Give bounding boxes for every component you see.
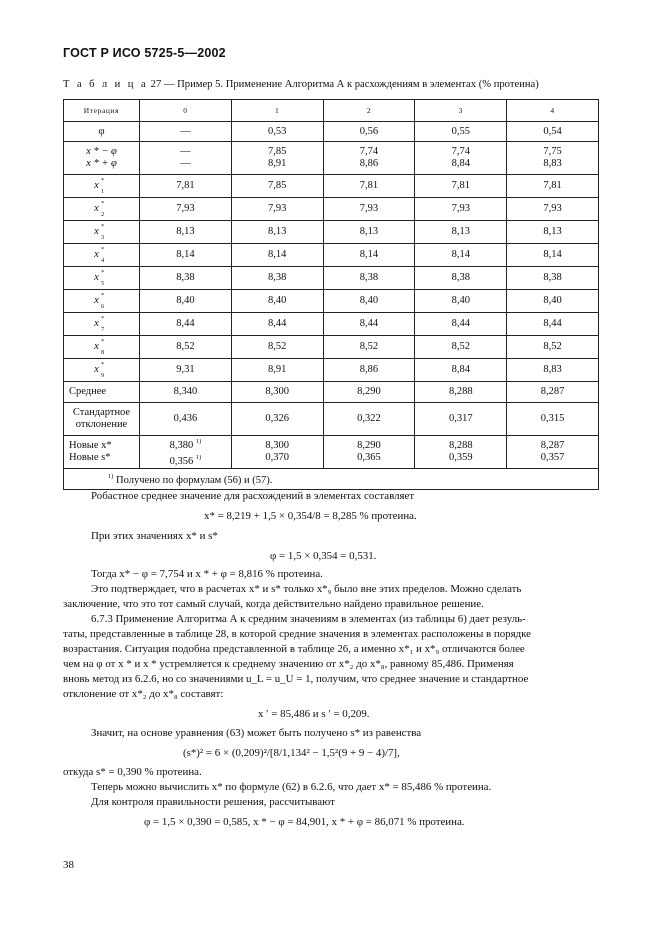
table-row-x-4: [64, 244, 599, 267]
column-header-iteration-1: 1: [231, 100, 323, 122]
table-cell: 0,53: [231, 122, 323, 142]
table-cell: 0,322: [323, 403, 415, 436]
column-header-iteration-4: 4: [507, 100, 599, 122]
formula-phi: φ = 1,5 × 0,354 = 0,531.: [270, 550, 377, 562]
row-label-new: [64, 436, 140, 469]
sd-label-line2: отклонение: [75, 419, 128, 430]
new-s-value: 0,356: [169, 456, 194, 467]
table-cell: 8,44: [231, 313, 323, 336]
table-cell: [231, 436, 323, 469]
row-label-x-1: [64, 175, 140, 198]
para-confirm: Это подтверждает, что в расчетах x* и s* только x*₉ было вне этих пределов. Можно сделать: [91, 583, 522, 595]
limit-lower-value: 7,74: [451, 146, 470, 157]
para-compute-x: Теперь можно вычислить x* по формуле (62) в 6.2.6, что дает x* = 85,486 % протеина.: [91, 781, 492, 793]
table-row-limits: [64, 142, 599, 175]
table-cell: 8,52: [507, 336, 599, 359]
column-header-iteration: Итерация: [64, 100, 140, 122]
new-x-value: 8,287: [540, 440, 565, 451]
caption-label: Т а б л и ц а: [63, 79, 148, 90]
table-cell: 8,13: [507, 221, 599, 244]
table-cell: 0,54: [507, 122, 599, 142]
table-cell: —: [140, 122, 232, 142]
table-cell: 8,52: [415, 336, 507, 359]
table-cell: 7,85: [231, 175, 323, 198]
para-values: При этих значениях x* и s*: [91, 530, 218, 542]
new-s-value: 0,370: [265, 452, 289, 463]
table-cell: 7,93: [507, 198, 599, 221]
table-cell: 8,38: [231, 267, 323, 290]
table-cell: 8,14: [140, 244, 232, 267]
table-cell: 7,81: [323, 175, 415, 198]
row-label-x-2: [64, 198, 140, 221]
table-cell: [415, 436, 507, 469]
table-cell: 8,40: [415, 290, 507, 313]
table-cell: 8,290: [323, 382, 415, 403]
x-symbol: x * 4: [94, 247, 105, 264]
row-label-x-7: [64, 313, 140, 336]
table-cell: 8,91: [231, 359, 323, 382]
table-cell: 8,44: [415, 313, 507, 336]
table-cell: 8,288: [415, 382, 507, 403]
table-cell: [140, 142, 232, 175]
new-x-label: Новые x*: [69, 440, 112, 451]
table-cell: 8,52: [231, 336, 323, 359]
row-label-limits: [64, 142, 140, 175]
para-robust-mean: Робастное среднее значение для расхождений в элементах составляет: [91, 490, 415, 502]
table-cell: 0,317: [415, 403, 507, 436]
x-symbol: x * 2: [94, 201, 105, 218]
table-row-x-3: [64, 221, 599, 244]
table-footnote-row: [64, 469, 599, 490]
para-equation-63: Значит, на основе уравнения (63) может быть получено s* из равенства: [91, 727, 422, 739]
row-label-lower: x * − φ: [86, 146, 117, 157]
formula-control: φ = 1,5 × 0,390 = 0,585, x * − φ = 84,901, x * + φ = 86,071 % протеина.: [144, 816, 465, 828]
x-symbol: x * 5: [94, 270, 105, 287]
table-cell: 8,13: [415, 221, 507, 244]
table-cell: 7,81: [140, 175, 232, 198]
table-cell: 8,38: [507, 267, 599, 290]
table-row-new: [64, 436, 599, 469]
sd-label-line1: Стандартное: [72, 407, 131, 418]
table-cell: 0,315: [507, 403, 599, 436]
results-table: [63, 99, 599, 490]
table-row-sd: [64, 403, 599, 436]
x-symbol: x * 9: [94, 362, 105, 379]
para-673-3: возрастания. Ситуация подобна представленной в таблице 26, а именно x*₁ и x*₉ отличаются более: [63, 643, 525, 655]
row-label-mean: Среднее: [64, 382, 140, 403]
x-symbol: x * 3: [94, 224, 105, 241]
table-cell: [323, 142, 415, 175]
x-symbol: x * 8: [94, 339, 105, 356]
table-cell: 0,326: [231, 403, 323, 436]
formula-x-star: x* = 8,219 + 1,5 × 0,354/8 = 8,285 % протеина.: [204, 510, 417, 522]
table-cell: 0,56: [323, 122, 415, 142]
para-control: Для контроля правильности решения, рассчитывают: [91, 796, 335, 808]
limit-lower-value: 7,75: [543, 146, 562, 157]
table-cell: 7,93: [415, 198, 507, 221]
x-symbol: x * 7: [94, 316, 105, 333]
row-label-upper: x * + φ: [86, 158, 117, 169]
formula-s-star: (s*)² = 6 × (0,209)²/[8/1,134² − 1,5²(9 + 9 − 4)/7],: [183, 747, 400, 759]
table-cell: [140, 436, 232, 469]
row-label-x-3: [64, 221, 140, 244]
table-cell: 8,14: [415, 244, 507, 267]
row-label-phi: φ: [64, 122, 140, 142]
limit-lower-value: —: [180, 146, 191, 157]
column-header-iteration-2: 2: [323, 100, 415, 122]
table-row-x-7: [64, 313, 599, 336]
footnote-marker: 1): [195, 454, 202, 461]
table-cell: 8,13: [231, 221, 323, 244]
para-673-4: чем на φ от x * и x * устремляется к среднему значению от x*₂ до x*₈, равному 85,486. Применяя: [63, 658, 514, 670]
table-cell: [323, 436, 415, 469]
row-label-x-4: [64, 244, 140, 267]
para-673-2: таты, представленные в таблице 28, в которой средние значения в элементах расположены в порядке: [63, 628, 532, 640]
page-number: 38: [63, 859, 74, 871]
table-cell: 0,436: [140, 403, 232, 436]
table-row-x-6: [64, 290, 599, 313]
row-label-sd: [64, 403, 140, 436]
table-cell: 8,44: [323, 313, 415, 336]
footnote-text: Получено по формулам (56) и (57).: [116, 475, 273, 486]
table-cell: 8,52: [140, 336, 232, 359]
new-s-value: 0,357: [540, 452, 565, 463]
table-cell: 8,38: [323, 267, 415, 290]
new-x-value: 8,380: [169, 440, 194, 451]
table-header-row: [64, 100, 599, 122]
limit-upper-value: —: [180, 158, 191, 169]
para-673-5: вновь метод из 6.2.6, но со значениями u_L = u_U = 1, получим, что среднее значение и стандартное: [63, 673, 529, 685]
caption-text: — Пример 5. Применение Алгоритма А к расхождениям в элементах (% протеина): [163, 79, 539, 90]
table-cell: 7,93: [323, 198, 415, 221]
x-symbol: x * 6: [94, 293, 105, 310]
table-cell: 8,52: [323, 336, 415, 359]
table-row-phi: [64, 122, 599, 142]
footnote-marker: 1): [108, 473, 114, 480]
table-cell: 7,93: [140, 198, 232, 221]
table-row-x-1: [64, 175, 599, 198]
table-cell: [507, 142, 599, 175]
table-cell: 8,38: [415, 267, 507, 290]
table-row-mean: [64, 382, 599, 403]
table-cell: 8,40: [140, 290, 232, 313]
para-673-1: 6.7.3 Применение Алгоритма А к средним значениям в элементах (из таблицы 6) дает резуль-: [91, 613, 526, 625]
table-cell: 7,81: [415, 175, 507, 198]
limit-lower-value: 7,85: [268, 146, 287, 157]
table-cell: 8,44: [507, 313, 599, 336]
para-673-6: отклонение от x*₂ до x*₈ составят:: [63, 688, 224, 700]
row-label-x-6: [64, 290, 140, 313]
table-cell: 9,31: [140, 359, 232, 382]
limit-upper-value: 8,91: [268, 158, 287, 169]
new-s-value: 0,365: [357, 452, 381, 463]
table-footnote: [64, 469, 599, 490]
table-caption: [63, 79, 539, 90]
row-label-x-9: [64, 359, 140, 382]
row-label-x-5: [64, 267, 140, 290]
table-cell: 8,44: [140, 313, 232, 336]
table-cell: 8,40: [231, 290, 323, 313]
table-cell: 8,340: [140, 382, 232, 403]
table-row-x-5: [64, 267, 599, 290]
table-cell: [415, 142, 507, 175]
table-cell: 8,38: [140, 267, 232, 290]
row-label-x-8: [64, 336, 140, 359]
new-x-value: 8,288: [448, 440, 473, 451]
table-cell: 8,86: [323, 359, 415, 382]
table-cell: 8,84: [415, 359, 507, 382]
table-row-x-9: [64, 359, 599, 382]
table-cell: 8,13: [323, 221, 415, 244]
new-s-value: 0,359: [448, 452, 473, 463]
table-cell: [231, 142, 323, 175]
table-cell: 8,14: [231, 244, 323, 267]
table-cell: 8,287: [507, 382, 599, 403]
table-cell: 8,83: [507, 359, 599, 382]
table-cell: 8,300: [231, 382, 323, 403]
table-cell: [507, 436, 599, 469]
column-header-iteration-0: 0: [140, 100, 232, 122]
table-cell: 8,40: [507, 290, 599, 313]
table-cell: 8,13: [140, 221, 232, 244]
table-row-x-2: [64, 198, 599, 221]
limit-upper-value: 8,83: [543, 158, 562, 169]
column-header-iteration-3: 3: [415, 100, 507, 122]
table-cell: 8,14: [507, 244, 599, 267]
limit-upper-value: 8,84: [451, 158, 470, 169]
footnote-marker: 1): [195, 438, 202, 445]
new-x-value: 8,290: [357, 440, 381, 451]
para-then: Тогда x* − φ = 7,754 и x * + φ = 8,816 % протеина.: [91, 568, 323, 580]
limit-upper-value: 8,86: [359, 158, 379, 169]
table-cell: 7,81: [507, 175, 599, 198]
x-symbol: x * 1: [94, 178, 105, 195]
caption-number: 27: [150, 79, 162, 90]
para-s-star-value: откуда s* = 0,390 % протеина.: [63, 766, 202, 778]
limit-lower-value: 7,74: [359, 146, 379, 157]
document-header: ГОСТ Р ИСО 5725-5—2002: [63, 46, 226, 60]
table-cell: 7,93: [231, 198, 323, 221]
table-row-x-8: [64, 336, 599, 359]
new-s-label: Новые s*: [69, 452, 111, 463]
table-cell: 8,14: [323, 244, 415, 267]
table-cell: 0,55: [415, 122, 507, 142]
para-conclusion: заключение, что это тот самый случай, когда действительно найдено правильное решение.: [63, 598, 484, 610]
table-cell: 8,40: [323, 290, 415, 313]
formula-x-prime: x ′ = 85,486 и s ′ = 0,209.: [258, 708, 370, 720]
new-x-value: 8,300: [265, 440, 289, 451]
